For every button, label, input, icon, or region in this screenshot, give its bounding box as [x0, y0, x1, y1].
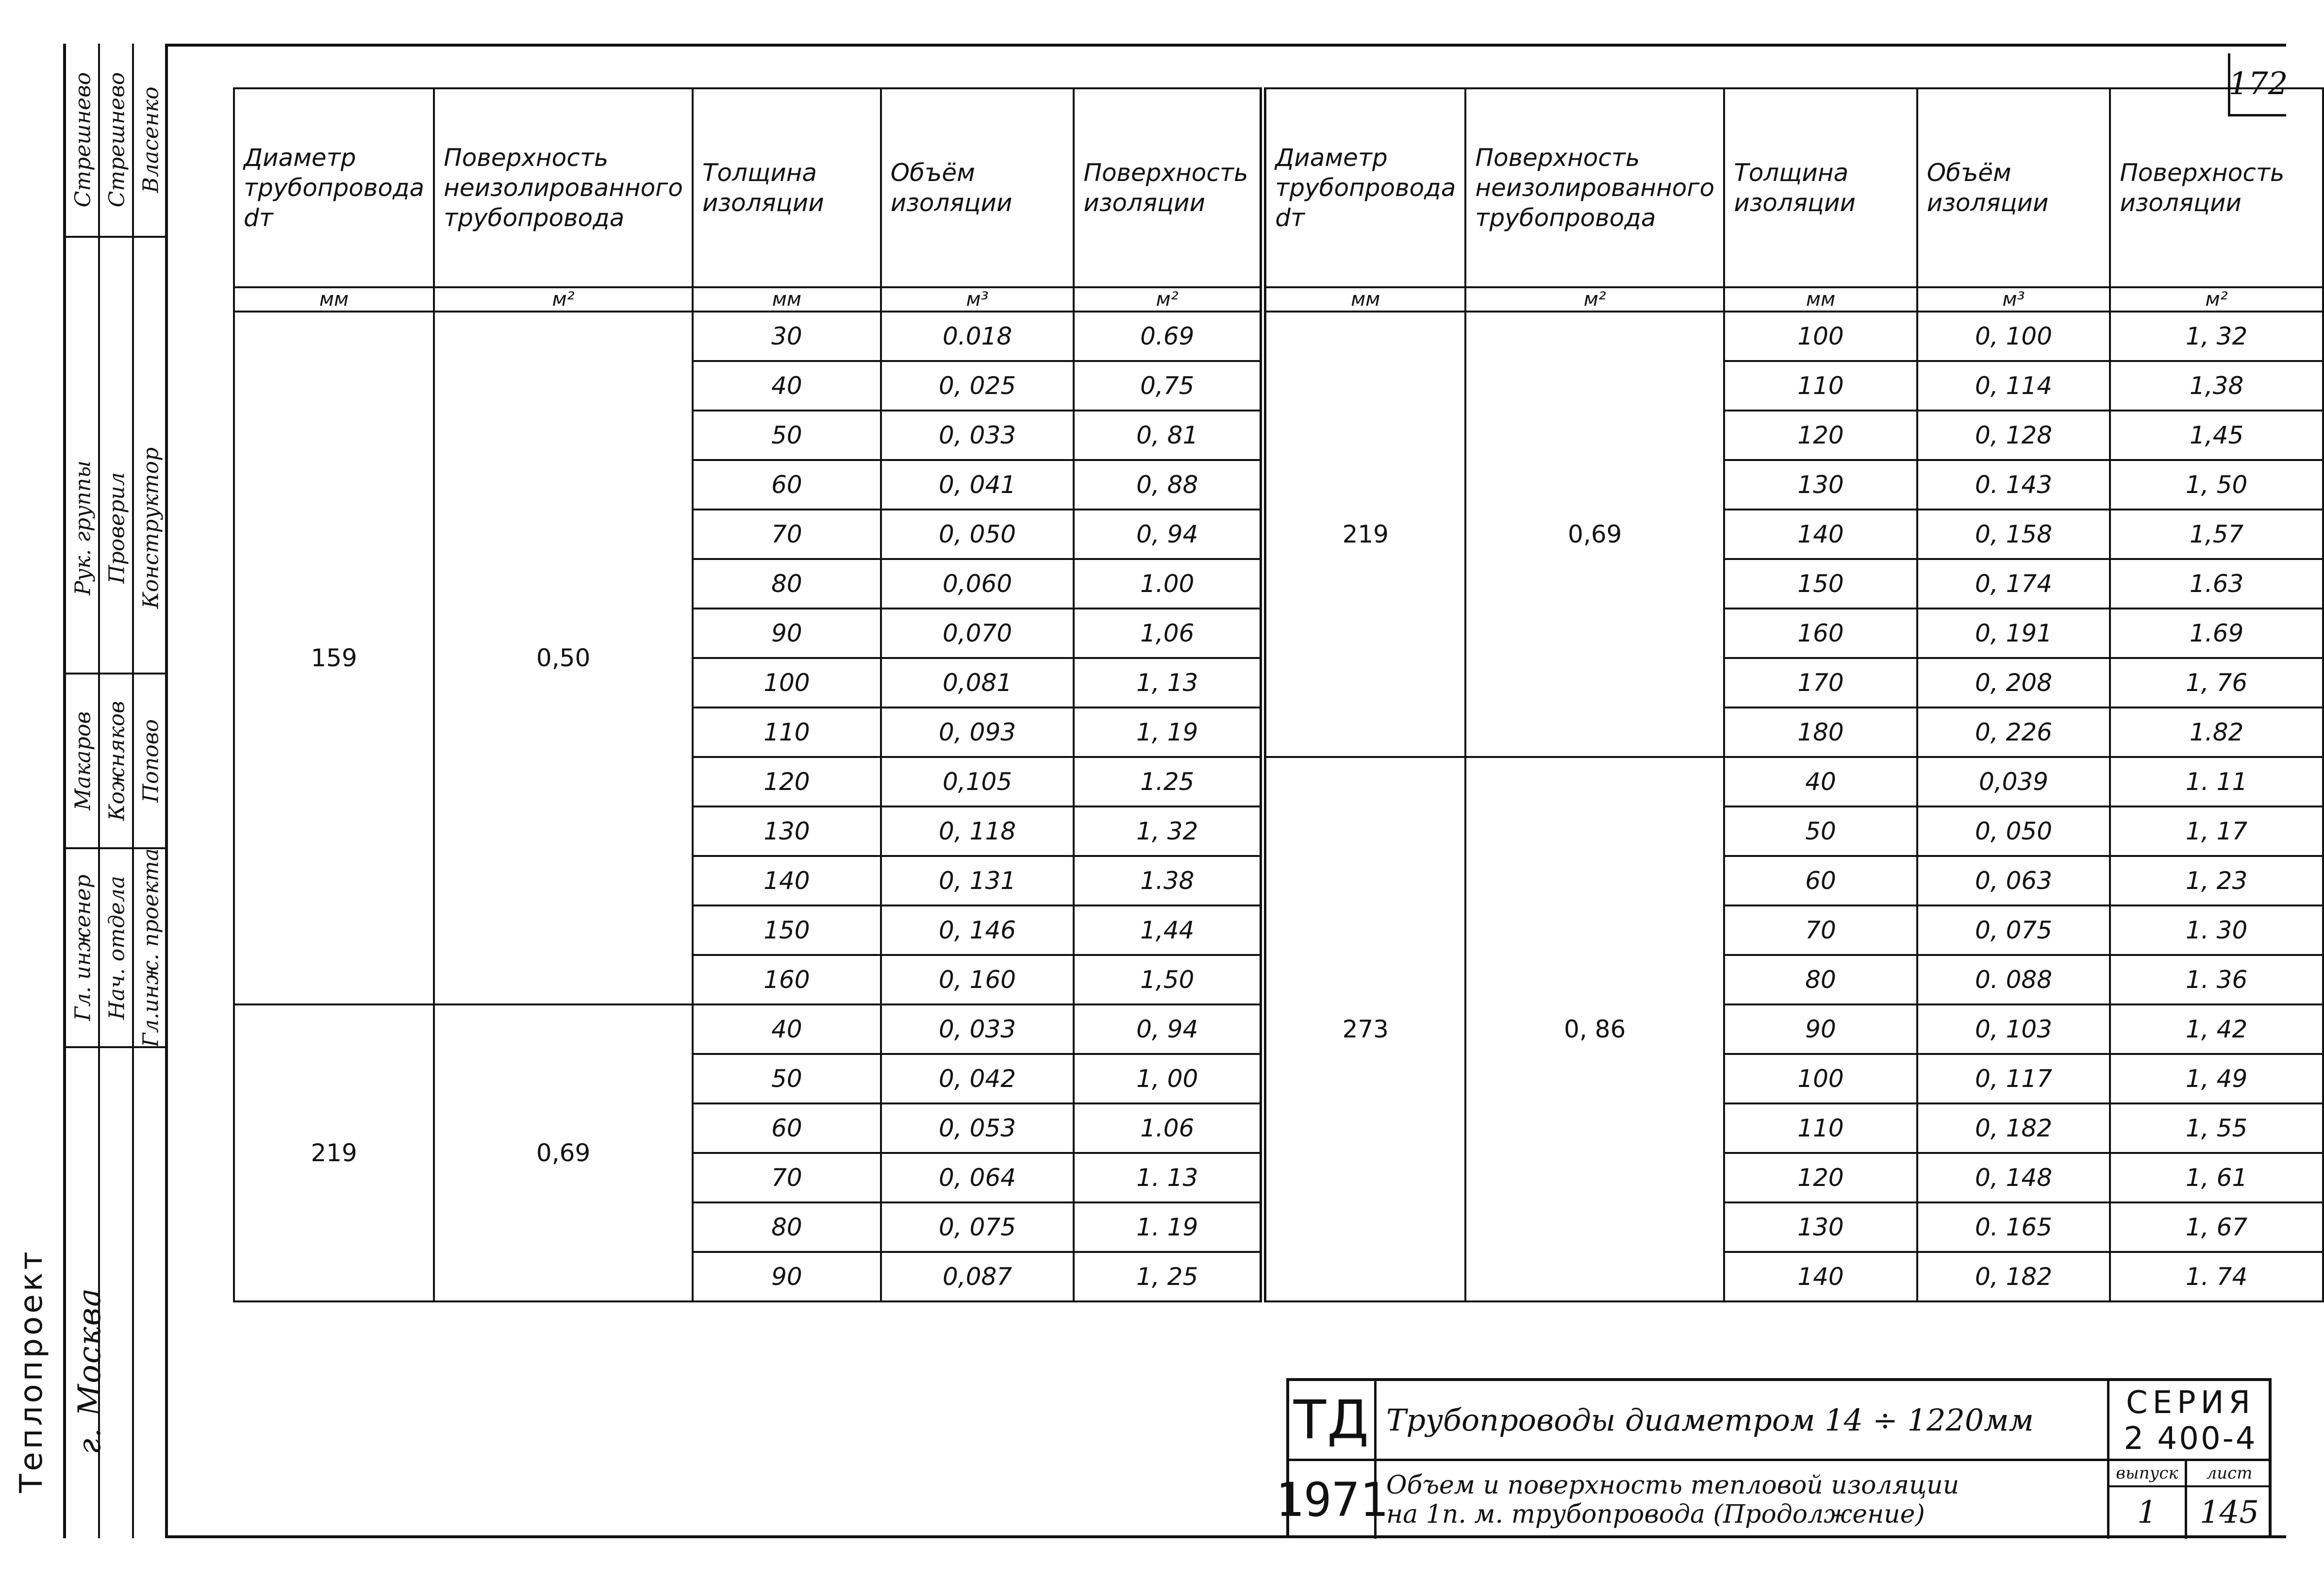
insulation-surface-cell: 1.38	[1074, 856, 1263, 905]
thickness-cell: 80	[693, 1202, 881, 1252]
table-body	[234, 312, 2323, 1301]
volume-cell: 0, 100	[1917, 312, 2110, 361]
thickness-cell: 70	[1724, 905, 1917, 955]
organization-name: Теплопроект	[14, 1249, 50, 1493]
insulation-surface-cell: 1,06	[1074, 609, 1263, 658]
name-cell	[134, 44, 168, 238]
unit-cell: мм	[1263, 287, 1465, 312]
insulation-table	[233, 87, 2324, 1302]
volume-cell: 0,060	[881, 559, 1074, 609]
column-header: Поверхность неизолированного трубопровода	[434, 88, 693, 287]
unit-cell: мм	[1724, 287, 1917, 312]
insulation-surface-cell: 1,57	[2110, 510, 2323, 559]
volume-cell: 0, 226	[1917, 707, 2110, 757]
drawing-subtitle-line1: Объем и поверхность тепловой изоляции	[1386, 1471, 1959, 1500]
volume-cell: 0, 182	[1917, 1252, 2110, 1301]
insulation-surface-cell: 1, 17	[2110, 806, 2323, 856]
issue-label: выпуск	[2109, 1461, 2185, 1487]
insulation-surface-cell: 1, 13	[1074, 658, 1263, 707]
volume-cell: 0.018	[881, 312, 1074, 361]
insulation-surface-cell: 1, 49	[2110, 1054, 2323, 1103]
organization-city: г. Москва	[72, 1287, 108, 1455]
insulation-surface-cell: 0, 81	[1074, 411, 1263, 460]
thickness-cell: 60	[693, 1103, 881, 1153]
volume-cell: 0, 103	[1917, 1004, 2110, 1054]
thickness-cell: 180	[1724, 707, 1917, 757]
insulation-surface-cell: 1,44	[1074, 905, 1263, 955]
volume-cell: 0, 131	[881, 856, 1074, 905]
insulation-surface-cell: 1. 13	[1074, 1153, 1263, 1202]
volume-cell: 0, 146	[881, 905, 1074, 955]
thickness-cell: 100	[1724, 312, 1917, 361]
role-cell	[100, 849, 134, 1048]
thickness-cell: 70	[693, 510, 881, 559]
thickness-cell: 120	[1724, 411, 1917, 460]
thickness-cell: 80	[693, 559, 881, 609]
series-value: 2 400-4	[2124, 1421, 2258, 1457]
insulation-surface-cell: 1. 36	[2110, 955, 2323, 1004]
column-header: Поверхность изоляции	[1074, 88, 1263, 287]
thickness-cell: 40	[693, 361, 881, 411]
thickness-cell: 140	[1724, 1252, 1917, 1301]
thickness-cell: 40	[1724, 757, 1917, 806]
thickness-cell: 60	[1724, 856, 1917, 905]
organization-block	[5, 1203, 160, 1538]
unit-cell: м²	[434, 287, 693, 312]
thickness-cell: 90	[693, 609, 881, 658]
volume-cell: 0,087	[881, 1252, 1074, 1301]
volume-cell: 0, 208	[1917, 658, 2110, 707]
thickness-cell: 140	[1724, 510, 1917, 559]
thickness-cell: 170	[1724, 658, 1917, 707]
insulation-surface-cell: 0.69	[1074, 312, 1263, 361]
volume-cell: 0, 053	[881, 1103, 1074, 1153]
units-row	[234, 287, 2323, 312]
volume-cell: 0, 042	[881, 1054, 1074, 1103]
thickness-cell: 100	[1724, 1054, 1917, 1103]
table-row	[234, 312, 2323, 361]
issue-value: 1	[2137, 1495, 2157, 1530]
name-cell	[100, 44, 134, 238]
column-header: Диаметр трубопровода dт	[1263, 88, 1465, 287]
drawing-subtitle-line2: на 1п. м. трубопровода (Продолжение)	[1386, 1500, 1925, 1529]
name-label: Власенко	[138, 86, 164, 193]
diameter-cell: 219	[1263, 312, 1465, 757]
bare-surface-cell: 0,69	[434, 1004, 693, 1301]
name-cell	[66, 674, 100, 849]
name-label: Стрешнево	[104, 72, 130, 208]
volume-cell: 0, 025	[881, 361, 1074, 411]
volume-cell: 0, 114	[1917, 361, 2110, 411]
role-label: Проверил	[104, 472, 130, 584]
insulation-surface-cell: 0, 94	[1074, 510, 1263, 559]
insulation-surface-cell: 1. 11	[2110, 757, 2323, 806]
thickness-cell: 80	[1724, 955, 1917, 1004]
thickness-cell: 50	[693, 411, 881, 460]
series-label: СЕРИЯ	[2125, 1385, 2256, 1421]
series-cell	[2109, 1381, 2272, 1461]
insulation-surface-cell: 1, 55	[2110, 1103, 2323, 1153]
insulation-surface-cell: 1, 50	[2110, 460, 2323, 510]
thickness-cell: 90	[1724, 1004, 1917, 1054]
volume-cell: 0, 117	[1917, 1054, 2110, 1103]
insulation-surface-cell: 1, 25	[1074, 1252, 1263, 1301]
column-header: Объём изоляции	[1917, 88, 2110, 287]
role-label: Рук. группы	[70, 461, 96, 595]
thickness-cell: 110	[693, 707, 881, 757]
volume-cell: 0, 033	[881, 1004, 1074, 1054]
name-cell	[134, 674, 168, 849]
thickness-cell: 110	[1724, 361, 1917, 411]
insulation-surface-cell: 1, 76	[2110, 658, 2323, 707]
name-label: Макаров	[70, 711, 96, 811]
diameter-cell: 273	[1263, 757, 1465, 1301]
insulation-surface-cell: 1. 30	[2110, 905, 2323, 955]
role-cell	[134, 849, 168, 1048]
thickness-cell: 30	[693, 312, 881, 361]
thickness-cell: 160	[693, 955, 881, 1004]
thickness-cell: 40	[693, 1004, 881, 1054]
sheet-label: лист	[2187, 1461, 2272, 1487]
role-label: Гл. инженер	[70, 874, 96, 1021]
insulation-surface-cell: 1.06	[1074, 1103, 1263, 1153]
thickness-cell: 120	[693, 757, 881, 806]
bare-surface-cell: 0,69	[1465, 312, 1724, 757]
thickness-cell: 110	[1724, 1103, 1917, 1153]
thickness-cell: 130	[1724, 460, 1917, 510]
volume-cell: 0, 050	[881, 510, 1074, 559]
insulation-surface-cell: 0,75	[1074, 361, 1263, 411]
subtitle-cell	[1377, 1461, 2109, 1539]
role-label: Конструктор	[138, 447, 164, 609]
volume-cell: 0,039	[1917, 757, 2110, 806]
volume-cell: 0. 165	[1917, 1202, 2110, 1252]
insulation-surface-cell: 1.63	[2110, 559, 2323, 609]
volume-cell: 0. 143	[1917, 460, 2110, 510]
name-label: Кожняков	[104, 701, 130, 821]
thickness-cell: 50	[1724, 806, 1917, 856]
unit-cell: м²	[2110, 287, 2323, 312]
role-cell	[66, 383, 100, 674]
volume-cell: 0. 088	[1917, 955, 2110, 1004]
thickness-cell: 70	[693, 1153, 881, 1202]
insulation-surface-cell: 1. 19	[1074, 1202, 1263, 1252]
thickness-cell: 130	[1724, 1202, 1917, 1252]
insulation-surface-cell: 1.69	[2110, 609, 2323, 658]
sheet-value: 145	[2199, 1495, 2259, 1530]
role-cell	[134, 383, 168, 674]
insulation-surface-cell: 1, 61	[2110, 1153, 2323, 1202]
volume-cell: 0, 075	[881, 1202, 1074, 1252]
volume-cell: 0, 033	[881, 411, 1074, 460]
volume-cell: 0,105	[881, 757, 1074, 806]
volume-cell: 0, 075	[1917, 905, 2110, 955]
volume-cell: 0, 158	[1917, 510, 2110, 559]
unit-cell: мм	[693, 287, 881, 312]
insulation-surface-cell: 1, 42	[2110, 1004, 2323, 1054]
title-block	[1275, 1378, 2272, 1538]
role-label: Гл.инж. проекта	[138, 848, 164, 1047]
td-logo: ТД	[1289, 1381, 1377, 1461]
insulation-surface-cell: 0, 88	[1074, 460, 1263, 510]
bare-surface-cell: 0, 86	[1465, 757, 1724, 1301]
insulation-surface-cell: 1, 19	[1074, 707, 1263, 757]
thickness-cell: 120	[1724, 1153, 1917, 1202]
thickness-cell: 130	[693, 806, 881, 856]
volume-cell: 0, 118	[881, 806, 1074, 856]
column-header: Толщина изоляции	[1724, 88, 1917, 287]
insulation-surface-cell: 0, 94	[1074, 1004, 1263, 1054]
column-header: Толщина изоляции	[693, 88, 881, 287]
volume-cell: 0,070	[881, 609, 1074, 658]
name-cell	[66, 44, 100, 238]
unit-cell: м³	[881, 287, 1074, 312]
insulation-surface-cell: 1, 23	[2110, 856, 2323, 905]
insulation-surface-cell: 1.25	[1074, 757, 1263, 806]
volume-cell: 0, 160	[881, 955, 1074, 1004]
bare-surface-cell: 0,50	[434, 312, 693, 1004]
insulation-surface-cell: 1, 00	[1074, 1054, 1263, 1103]
insulation-surface-cell: 1. 74	[2110, 1252, 2323, 1301]
volume-cell: 0,081	[881, 658, 1074, 707]
diameter-cell: 219	[234, 1004, 434, 1301]
unit-cell: м²	[1465, 287, 1724, 312]
insulation-surface-cell: 1,45	[2110, 411, 2323, 460]
thickness-cell: 150	[693, 905, 881, 955]
role-cell	[100, 383, 134, 674]
name-label: Стрешнево	[70, 72, 96, 208]
volume-cell: 0, 063	[1917, 856, 2110, 905]
drawing-title: Трубопроводы диаметром 14 ÷ 1220мм	[1386, 1402, 2034, 1438]
volume-cell: 0, 128	[1917, 411, 2110, 460]
insulation-surface-cell: 1.82	[2110, 707, 2323, 757]
volume-cell: 0, 093	[881, 707, 1074, 757]
sheet-number: 172	[2228, 53, 2286, 116]
thickness-cell: 90	[693, 1252, 881, 1301]
column-header: Диаметр трубопровода dт	[234, 88, 434, 287]
insulation-surface-cell: 1,38	[2110, 361, 2323, 411]
unit-cell: мм	[234, 287, 434, 312]
thickness-cell: 160	[1724, 609, 1917, 658]
volume-cell: 0, 050	[1917, 806, 2110, 856]
header-row	[234, 88, 2323, 287]
volume-cell: 0, 148	[1917, 1153, 2110, 1202]
column-header: Объём изоляции	[881, 88, 1074, 287]
role-cell	[66, 849, 100, 1048]
volume-cell: 0, 041	[881, 460, 1074, 510]
name-label: Попово	[138, 719, 164, 803]
page-cell	[2187, 1461, 2272, 1539]
year-stamp: 1971	[1289, 1461, 1377, 1539]
insulation-surface-cell: 1,50	[1074, 955, 1263, 1004]
thickness-cell: 50	[693, 1054, 881, 1103]
diameter-cell: 159	[234, 312, 434, 1004]
thickness-cell: 150	[1724, 559, 1917, 609]
thickness-cell: 60	[693, 460, 881, 510]
column-header: Поверхность неизолированного трубопровода	[1465, 88, 1724, 287]
volume-cell: 0, 064	[881, 1153, 1074, 1202]
insulation-surface-cell: 1, 67	[2110, 1202, 2323, 1252]
title-cell	[1377, 1381, 2109, 1461]
insulation-surface-cell: 1.00	[1074, 559, 1263, 609]
unit-cell: м²	[1074, 287, 1263, 312]
issue-cell	[2109, 1461, 2187, 1539]
volume-cell: 0, 182	[1917, 1103, 2110, 1153]
insulation-surface-cell: 1, 32	[2110, 312, 2323, 361]
volume-cell: 0, 191	[1917, 609, 2110, 658]
column-header: Поверхность изоляции	[2110, 88, 2323, 287]
thickness-cell: 100	[693, 658, 881, 707]
name-cell	[100, 674, 134, 849]
volume-cell: 0, 174	[1917, 559, 2110, 609]
role-label: Нач. отдела	[104, 875, 130, 1020]
thickness-cell: 140	[693, 856, 881, 905]
unit-cell: м³	[1917, 287, 2110, 312]
insulation-surface-cell: 1, 32	[1074, 806, 1263, 856]
